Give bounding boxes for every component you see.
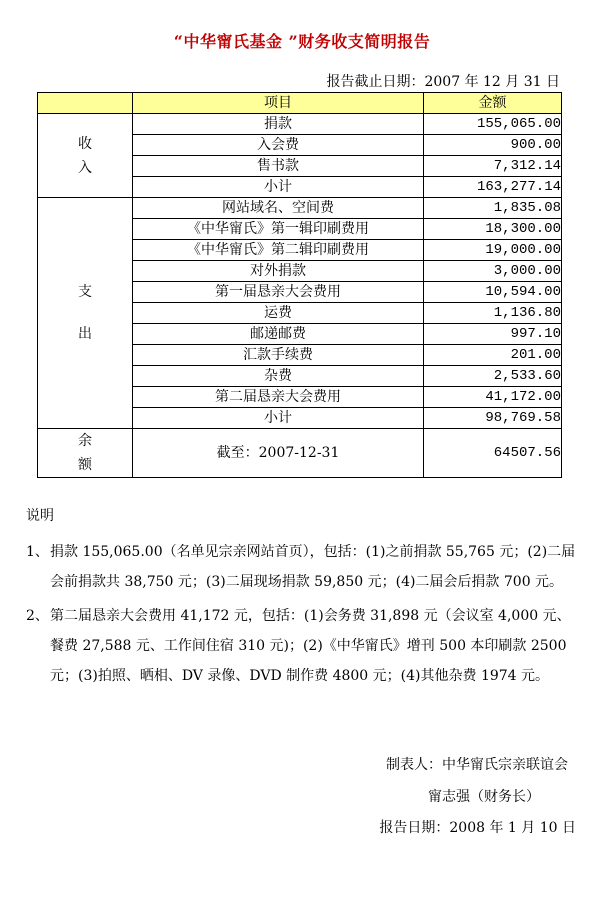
income-item: 小计 bbox=[133, 177, 424, 198]
report-title: “中华甯氏基金 ”财务收支简明报告 bbox=[173, 32, 431, 51]
income-item: 捐款 bbox=[133, 114, 424, 135]
income-label: 收入 bbox=[78, 135, 92, 176]
balance-amount: 64507.56 bbox=[424, 429, 562, 478]
balance-item: 截至：2007-12-31 bbox=[133, 429, 424, 478]
signature-person: 甯志强（财务长） bbox=[428, 789, 540, 805]
expense-item: 第一届恳亲大会费用 bbox=[133, 282, 424, 303]
expense-item: 网站域名、空间费 bbox=[133, 198, 424, 219]
expense-amount: 41,172.00 bbox=[424, 387, 562, 408]
expense-item: 邮递邮费 bbox=[133, 324, 424, 345]
note-1 bbox=[26, 537, 582, 597]
expense-item: 运费 bbox=[133, 303, 424, 324]
income-row bbox=[38, 114, 562, 135]
balance-section bbox=[38, 429, 562, 478]
balance-row bbox=[38, 429, 562, 478]
expense-amount: 3,000.00 bbox=[424, 261, 562, 282]
expense-amount: 19,000.00 bbox=[424, 240, 562, 261]
expense-amount: 201.00 bbox=[424, 345, 562, 366]
income-amount: 7,312.14 bbox=[424, 156, 562, 177]
income-amount: 900.00 bbox=[424, 135, 562, 156]
expense-item: 第二届恳亲大会费用 bbox=[133, 387, 424, 408]
expense-item: 对外捐款 bbox=[133, 261, 424, 282]
expense-label-cell bbox=[38, 198, 133, 429]
income-item: 售书款 bbox=[133, 156, 424, 177]
notes-section bbox=[26, 503, 582, 695]
expense-amount: 997.10 bbox=[424, 324, 562, 345]
expense-row bbox=[38, 198, 562, 219]
expense-amount: 18,300.00 bbox=[424, 219, 562, 240]
expense-label: 支出 bbox=[78, 284, 92, 342]
income-label-cell bbox=[38, 114, 133, 198]
notes-title: 说明 bbox=[26, 508, 54, 524]
cutoff-date: 报告截止日期：2007 年 12 月 31 日 bbox=[326, 74, 560, 90]
income-section bbox=[38, 114, 562, 198]
note-2-number: 2、 bbox=[26, 608, 49, 624]
expense-item: 《中华甯氏》第一辑印刷费用 bbox=[133, 219, 424, 240]
expense-amount: 2,533.60 bbox=[424, 366, 562, 387]
income-amount: 155,065.00 bbox=[424, 114, 562, 135]
income-amount: 163,277.14 bbox=[424, 177, 562, 198]
balance-label-cell bbox=[38, 429, 133, 478]
expense-item: 杂费 bbox=[133, 366, 424, 387]
signature-maker: 制表人：中华甯氏宗亲联谊会 bbox=[386, 757, 568, 773]
table-header-row bbox=[38, 93, 562, 114]
income-item: 入会费 bbox=[133, 135, 424, 156]
expense-item: 汇款手续费 bbox=[133, 345, 424, 366]
header-amount: 金额 bbox=[424, 93, 562, 114]
expense-item: 小计 bbox=[133, 408, 424, 429]
note-2 bbox=[26, 601, 582, 691]
balance-label: 余额 bbox=[78, 433, 92, 473]
note-1-number: 1、 bbox=[26, 544, 49, 560]
header-blank bbox=[38, 93, 133, 114]
expense-amount: 10,594.00 bbox=[424, 282, 562, 303]
expense-section bbox=[38, 198, 562, 429]
note-2-text: 第二届恳亲大会费用 41,172 元，包括：(1)会务费 31,898 元（会议室 4,000 元、餐费 27,588 元、工作间住宿 310 元)；(2)《中华甯氏》增刊 500 本印刷款 2500 元；(3)拍照、晒相、DV 录像、DVD 制作费 4800 元；(4)其他杂费 1974 元。 bbox=[50, 608, 571, 684]
finance-table bbox=[37, 92, 562, 478]
expense-item: 《中华甯氏》第二辑印刷费用 bbox=[133, 240, 424, 261]
expense-amount: 1,835.08 bbox=[424, 198, 562, 219]
expense-amount: 1,136.80 bbox=[424, 303, 562, 324]
signature-report-date: 报告日期：2008 年 1 月 10 日 bbox=[379, 820, 576, 836]
note-1-text: 捐款 155,065.00（名单见宗亲网站首页），包括：(1)之前捐款 55,765 元；(2)二届会前捐款共 38,750 元；(3)二届现场捐款 59,850 元；(4)二届会后捐款 700 元。 bbox=[50, 544, 576, 590]
expense-amount: 98,769.58 bbox=[424, 408, 562, 429]
header-item: 项目 bbox=[133, 93, 424, 114]
